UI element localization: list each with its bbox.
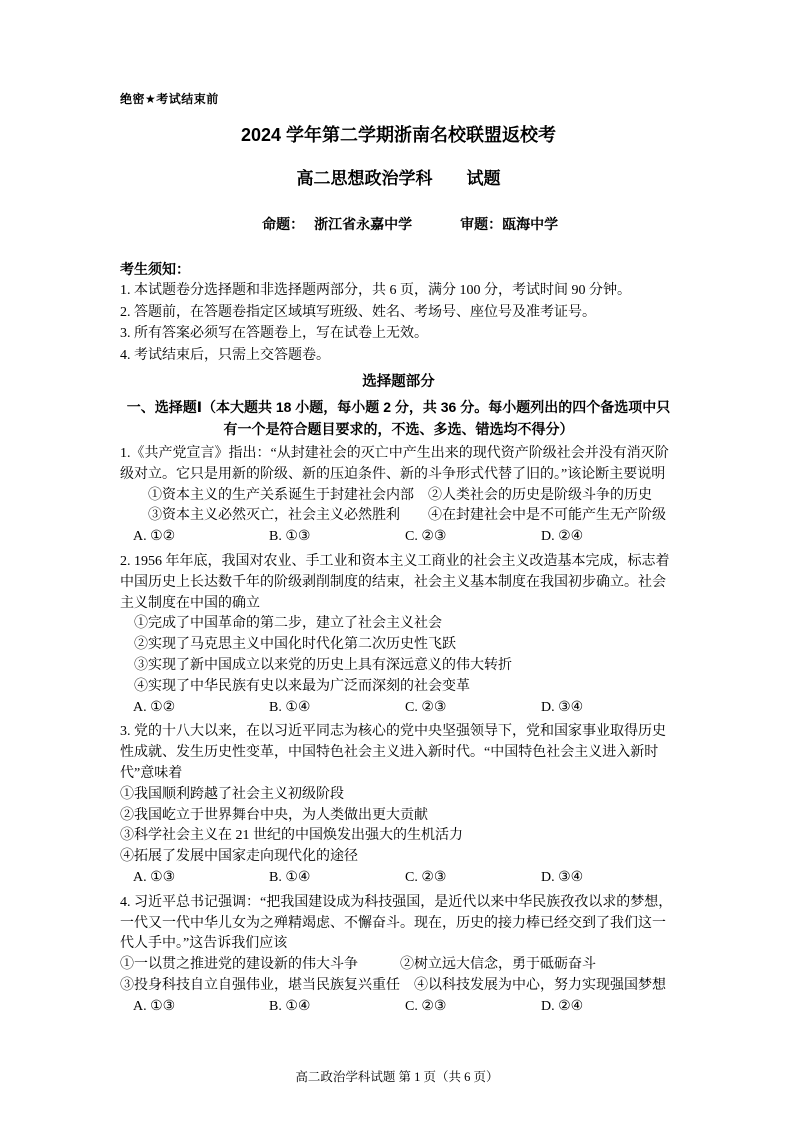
- choice: A. ①②: [133, 529, 176, 545]
- notice-item: 2. 答题前，在答题卷指定区域填写班级、姓名、考场号、座位号及准考证号。: [120, 304, 596, 320]
- reviewer-school: 瓯海中学: [502, 216, 559, 232]
- question-option-line: ①一以贯之推进党的建设新的伟大斗争 ②树立远大信念，勇于砥砺奋斗: [120, 957, 596, 973]
- question-option-line: ①我国顺利跨越了社会主义初级阶段: [120, 786, 344, 802]
- choice: A. ①③: [133, 998, 176, 1014]
- question-option-line: ②实现了马克思主义中国化时代化第二次历史性飞跃: [134, 637, 456, 653]
- candidate-notice: [120, 258, 677, 366]
- choice: C. ②③: [405, 869, 447, 885]
- choice: B. ①④: [269, 699, 311, 715]
- choice: A. ①②: [133, 699, 176, 715]
- question-option-line: ②我国屹立于世界舞台中央，为人类做出更大贡献: [120, 807, 428, 823]
- question-option-line: ①完成了中国革命的第二步，建立了社会主义社会: [134, 616, 442, 632]
- question: [120, 722, 677, 888]
- choice: B. ①③: [269, 529, 311, 545]
- question-option-line: ③实现了新中国成立以来党的历史上具有深远意义的伟大转折: [134, 657, 512, 673]
- classification-label: 绝密★考试结束前: [120, 92, 219, 106]
- question-option-line: ③科学社会主义在 21 世纪的中国焕发出强大的生机活力: [120, 828, 463, 844]
- reviewer-label: 审题：: [460, 216, 503, 232]
- exam-subtitle: 高二思想政治学科 试题: [296, 169, 501, 188]
- question-option-line: ③资本主义必然灭亡，社会主义必然胜利 ④在封建社会中是不可能产生无产阶级: [148, 508, 666, 524]
- exam-title: 2024 学年第二学期浙南名校联盟返校考: [240, 125, 557, 145]
- choice: A. ①③: [133, 869, 176, 885]
- question-stem: 2. 1956 年年底，我国对农业、手工业和资本主义工商业的社会主义改造基本完成，标志着中国历史上长达数千年的阶级剥削制度的结束，社会主义基本制度在我国初步确立。社会主义制度在中国的确立: [120, 553, 670, 611]
- question-option-line: ③投身科技自立自强伟业，堪当民族复兴重任 ④以科技发展为中心，努力实现强国梦想: [120, 977, 666, 993]
- question: [120, 444, 677, 548]
- section-instructions: 一、选择题Ⅰ（本大题共 18 小题，每小题 2 分，共 36 分。每小题列出的四个备选项中只有一个是符合题目要求的，不选、多选、错选均不得分）: [126, 399, 671, 437]
- part-title: 选择题部分: [362, 374, 435, 390]
- setter-reviewer-line: [120, 198, 677, 250]
- setter-school: 浙江省永嘉中学: [314, 216, 413, 232]
- setter-label: 命题：: [262, 216, 305, 232]
- notice-item: 3. 所有答案必须写在答题卷上，写在试卷上无效。: [120, 326, 428, 341]
- question: [120, 893, 677, 1018]
- choice: B. ①④: [269, 869, 311, 885]
- notice-list: [120, 280, 677, 366]
- choice: C. ②③: [405, 529, 447, 545]
- choice: B. ①④: [269, 998, 311, 1014]
- choice: D. ③④: [541, 699, 584, 715]
- choice: C. ②③: [405, 998, 447, 1014]
- page-content: [120, 90, 677, 1018]
- question-stem: 3. 党的十八大以来，在以习近平同志为核心的党中央坚强领导下，党和国家事业取得历史性成就、发生历史性变革，中国特色社会主义进入新时代。“中国特色社会主义进入新时代”意味着: [120, 724, 666, 781]
- choice: D. ③④: [541, 869, 584, 885]
- choice: D. ②④: [541, 998, 584, 1014]
- question-option-line: ④拓展了发展中国家走向现代化的途径: [120, 849, 358, 865]
- notice-heading: 考生须知：: [120, 261, 190, 277]
- question-stem: 1.《共产党宣言》指出：“从封建社会的灭亡中产生出来的现代资产阶级社会并没有消灭阶级对立。它只是用新的阶级、新的压迫条件、新的斗争形式代替了旧的。”该论断主要说明: [120, 446, 669, 482]
- choice-row: [120, 997, 677, 1018]
- question-option-line: ④实现了中华民族有史以来最为广泛而深刻的社会变革: [134, 678, 470, 694]
- question: [120, 552, 677, 718]
- choice-row: [120, 698, 677, 719]
- choice: C. ②③: [405, 699, 447, 715]
- choice: D. ②④: [541, 529, 584, 545]
- question-list: [120, 444, 677, 1018]
- question-stem: 4. 习近平总书记强调：“把我国建设成为科技强国，是近代以来中华民族孜孜以求的梦想，一代又一代中华儿女为之殚精竭虑、不懈奋斗。现在，历史的接力棒已经交到了我们这一代人手中。”这告诉我们应该: [120, 894, 673, 952]
- notice-item: 4. 考试结束后，只需上交答题卷。: [120, 347, 330, 363]
- question-option-line: ①资本主义的生产关系诞生于封建社会内部 ②人类社会的历史是阶级斗争的历史: [148, 487, 652, 503]
- page-footer: 高二政治学科试题 第 1 页（共 6 页）: [295, 1070, 499, 1084]
- choice-row: [120, 868, 677, 889]
- notice-item: 1. 本试题卷分选择题和非选择题两部分，共 6 页，满分 100 分，考试时间 90 分钟。: [120, 283, 631, 298]
- choice-row: [120, 527, 677, 548]
